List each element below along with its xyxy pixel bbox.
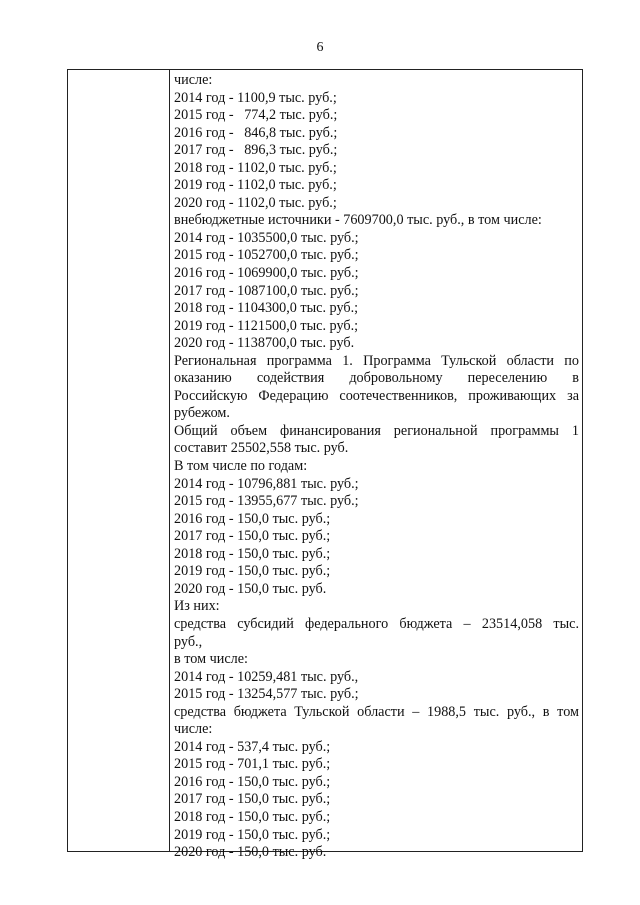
- text-line: 2016 год - 150,0 тыс. руб.;: [174, 510, 331, 527]
- text-line: руб.,: [174, 633, 203, 650]
- text-line: средства субсидий федерального бюджета – 23514,058 тыс.: [174, 615, 579, 632]
- text-line: 2017 год - 150,0 тыс. руб.;: [174, 791, 331, 808]
- page-number: 6: [316, 40, 324, 55]
- text-line: 2020 год - 150,0 тыс. руб.: [174, 580, 327, 597]
- text-line: 2015 год - 13955,677 тыс. руб.;: [174, 493, 359, 510]
- text-line: числе:: [174, 721, 213, 738]
- text-line: 2018 год - 150,0 тыс. руб.;: [174, 808, 331, 825]
- text-line: В том числе по годам:: [174, 458, 308, 475]
- column-divider: [169, 70, 170, 851]
- text-line: в том числе:: [174, 651, 248, 668]
- text-line: 2016 год - 846,8 тыс. руб.;: [174, 124, 338, 141]
- text-line: 2018 год - 1104300,0 тыс. руб.;: [174, 300, 359, 317]
- text-line: внебюджетные источники - 7609700,0 тыс. руб., в том числе:: [174, 212, 542, 229]
- document-table: [67, 69, 583, 861]
- text-line: 2014 год - 1100,9 тыс. руб.;: [174, 89, 337, 106]
- text-line: 2019 год - 150,0 тыс. руб.;: [174, 563, 331, 580]
- text-line: 2015 год - 13254,577 тыс. руб.;: [174, 686, 359, 703]
- text-line: 2014 год - 537,4 тыс. руб.;: [174, 738, 331, 755]
- text-line: 2017 год - 1087100,0 тыс. руб.;: [174, 282, 359, 299]
- text-line: 2020 год - 1138700,0 тыс. руб.: [174, 335, 355, 352]
- text-line: 2014 год - 10796,881 тыс. руб.;: [174, 475, 359, 492]
- text-line: составит 25502,558 тыс. руб.: [174, 440, 349, 457]
- text-line: 2015 год - 701,1 тыс. руб.;: [174, 756, 331, 773]
- text-line: числе:: [174, 72, 213, 88]
- text-line: 2014 год - 10259,481 тыс. руб.,: [174, 668, 359, 685]
- text-line: 2019 год - 1121500,0 тыс. руб.;: [174, 317, 359, 334]
- text-line: 2015 год - 774,2 тыс. руб.;: [174, 107, 338, 124]
- text-line: рубежом.: [174, 405, 230, 422]
- text-line: Общий объем финансирования региональной программы 1: [174, 422, 579, 439]
- text-line: 2017 год - 896,3 тыс. руб.;: [174, 142, 338, 159]
- text-line: 2016 год - 150,0 тыс. руб.;: [174, 773, 331, 790]
- text-line: 2018 год - 1102,0 тыс. руб.;: [174, 159, 337, 176]
- right-text-cell: [174, 72, 579, 862]
- text-line: 2019 год - 150,0 тыс. руб.;: [174, 826, 331, 843]
- text-line: 2018 год - 150,0 тыс. руб.;: [174, 545, 331, 562]
- text-line: 2015 год - 1052700,0 тыс. руб.;: [174, 247, 359, 264]
- text-line: 2019 год - 1102,0 тыс. руб.;: [174, 177, 337, 194]
- text-line: Региональная программа 1. Программа Тульской области по: [174, 352, 579, 369]
- text-line: 2016 год - 1069900,0 тыс. руб.;: [174, 265, 359, 282]
- text-line: Российскую Федерацию соотечественников, проживающих за: [174, 387, 579, 404]
- text-line: 2020 год - 1102,0 тыс. руб.;: [174, 194, 337, 211]
- text-line: оказанию содействия добровольному переселению в: [174, 370, 579, 387]
- text-line: 2017 год - 150,0 тыс. руб.;: [174, 528, 331, 545]
- text-line: средства бюджета Тульской области – 1988,5 тыс. руб., в том: [174, 703, 579, 720]
- text-line: Из них:: [174, 598, 220, 615]
- text-line: 2020 год - 150,0 тыс. руб.: [174, 844, 327, 861]
- text-line: 2014 год - 1035500,0 тыс. руб.;: [174, 229, 359, 246]
